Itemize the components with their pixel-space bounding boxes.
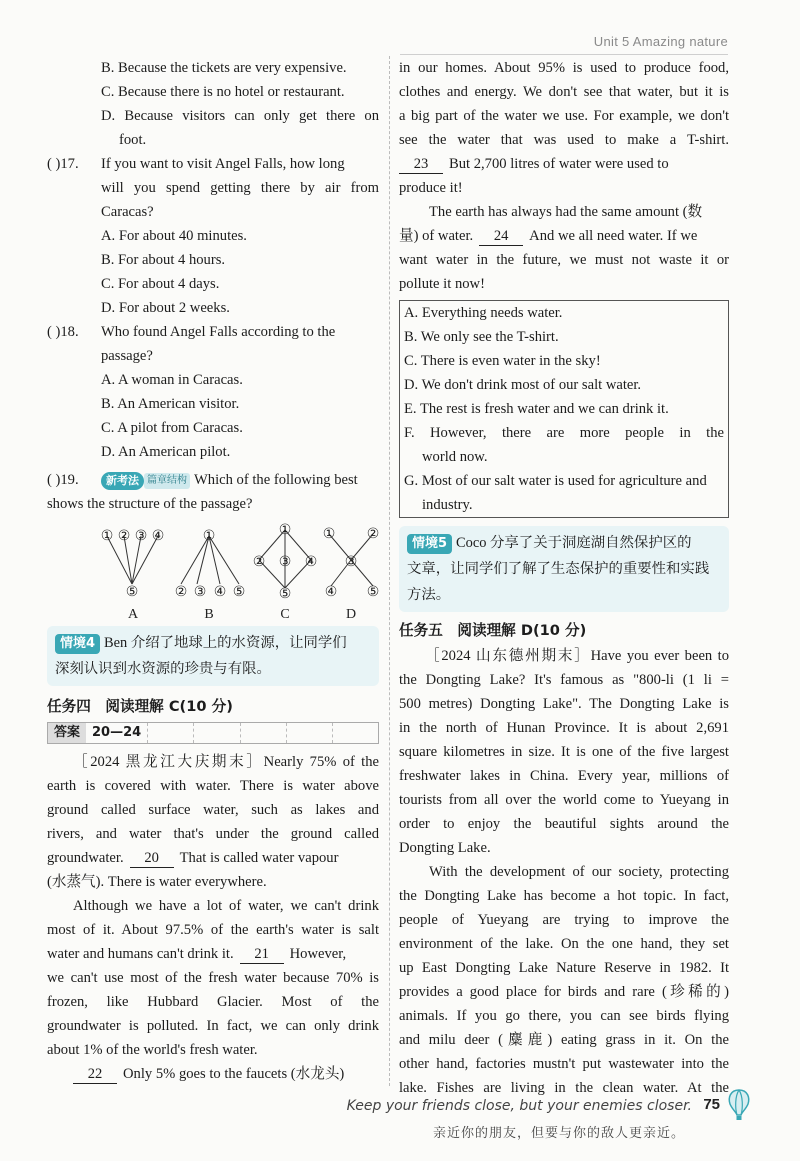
passage-c-r-line5 (399, 152, 729, 176)
option-c: C. There is even water in the sky! (404, 353, 601, 369)
scene-5-tag: 情境5 (407, 534, 452, 554)
q17-option-b: B. For about 4 hours. (101, 252, 226, 268)
q19-number[interactable]: ( )19. (47, 472, 79, 488)
q16-option-b: B. Because the tickets are very expensive. (101, 60, 347, 76)
left-column (47, 56, 379, 1086)
passage-c-line14 (47, 1062, 379, 1086)
scene-5-text1: Coco 分享了关于洞庭湖自然保护区的 (456, 535, 692, 551)
option-d: D. We don't drink most of our salt water. (404, 377, 642, 393)
option-g: G. Most of our salt water is used for agriculture and (404, 473, 707, 489)
scene-5-text2: 文章，让同学们了解了生态保护的重要性和实践 (407, 561, 710, 577)
scene-4-text1: Ben 介绍了地球上的水资源，让同学们 (104, 635, 347, 651)
blank-22[interactable]: 22 (73, 1065, 117, 1084)
passage-c-r-line1: in our homes. About 95% is used to produce food, (399, 60, 729, 76)
tree-a-n4: ④ (151, 528, 165, 544)
tree-label-d: D (345, 607, 357, 620)
passage-d-line15: provides a good place for birds and rare (珍稀的) (399, 984, 729, 1000)
q19-stem-line2: shows the structure of the passage? (47, 496, 253, 512)
passage-c-line7: Although we have a lot of water, we can't drink (73, 898, 379, 914)
passage-c-line4: rivers, and water that's under the ground called (47, 826, 379, 842)
blank-21[interactable]: 21 (240, 945, 284, 964)
q18-stem-line2: passage? (101, 348, 153, 364)
tree-b-n5: ⑤ (232, 584, 246, 600)
passage-d-line5: square kilometres in size. It is one of the five largest (399, 744, 729, 760)
q19-text1: Which of the following best (194, 472, 358, 488)
passage-c-before-24: 量) of water. (399, 228, 474, 244)
header-rule (400, 54, 728, 55)
passage-d-line9: Dongting Lake. (399, 840, 491, 856)
passage-c-r-line3: a big part of the water we use. For example, we don't (399, 108, 729, 124)
passage-c-after-22: Only 5% goes to the faucets (水龙头) (123, 1066, 345, 1082)
tree-a-n5: ⑤ (125, 584, 139, 600)
tree-c-n4: ④ (304, 554, 318, 570)
tree-d-n1: ① (322, 526, 336, 542)
tree-d-n4: ④ (324, 584, 338, 600)
tree-c-n3: ③ (278, 554, 292, 570)
passage-d-line1: ［2024 山东德州期末］Have you ever been to (425, 648, 729, 664)
passage-c-line3: ground called surface water, such as lakes and (47, 802, 379, 818)
tree-a-n1: ① (100, 528, 114, 544)
q18-text1: Who found Angel Falls according to the (101, 324, 336, 340)
footer-proverb-zh: 亲近你的朋友，但要与你的敌人更亲近。 (432, 1126, 685, 1141)
passage-c-r-line10: pollute it now! (399, 276, 485, 292)
task-4-title: 任务四 阅读理解 C(10 分) (47, 698, 233, 715)
structure-diagrams (47, 522, 379, 620)
answer-cell-21[interactable] (193, 723, 239, 743)
passage-c-after-23: But 2,700 litres of water were used to (449, 156, 669, 172)
task-5-title: 任务五 阅读理解 D(10 分) (399, 622, 587, 639)
passage-c-line8: most of it. About 97.5% of the earth's water is salt (47, 922, 379, 938)
passage-c-r-line9: want water in the future, we must not waste it or (399, 252, 729, 268)
unit-header: Unit 5 Amazing nature (593, 34, 728, 49)
passage-d-line3: 500 metres) Dongting Lake". The Dongting Lake is (399, 696, 729, 712)
tree-d-n3: ③ (344, 554, 358, 570)
footer (0, 1088, 800, 1161)
q18-stem-line1 (47, 320, 379, 344)
answer-range: 20—24 (92, 725, 142, 740)
q17-text1: If you want to visit Angel Falls, how long (101, 156, 345, 172)
blank-24[interactable]: 24 (479, 227, 523, 246)
tree-b-n3: ③ (193, 584, 207, 600)
passage-c-before-21: water and humans can't drink it. (47, 946, 234, 962)
passage-c-r-line7: The earth has always had the same amount (数 (429, 204, 703, 220)
passage-c-line6: (水蒸气). There is water everywhere. (47, 874, 267, 890)
passage-c-line13: about 1% of the world's fresh water. (47, 1042, 258, 1058)
passage-d-line16: animals. If you go there, you can see birds flying (399, 1008, 729, 1024)
tree-b-n1: ① (202, 528, 216, 544)
scene-4-text2: 深刻认识到水资源的珍贵与有限。 (55, 661, 271, 677)
tree-b-n4: ④ (213, 584, 227, 600)
passage-c-line5 (47, 846, 379, 870)
right-column (399, 56, 729, 1100)
q19-stem-line1 (47, 468, 379, 492)
q18-number[interactable]: ( )18. (47, 324, 79, 340)
scene-5-text3: 方法。 (407, 587, 451, 603)
passage-d-line2: the Dongting Lake? It's famous as "800-li (1 li = (399, 672, 729, 688)
scene-4-box (47, 626, 379, 686)
balloon-icon (726, 1088, 752, 1122)
q17-stem-line3: Caracas? (101, 204, 154, 220)
passage-c-r-line2: clothes and energy. We don't see that water, but it is (399, 84, 729, 100)
answer-cell-24[interactable] (332, 723, 378, 743)
passage-d-line14: up East Dongting Lake Nature Reserve in 1982. It (399, 960, 729, 976)
answer-label: 答案 (48, 723, 86, 743)
structure-badge: 篇章结构 (144, 473, 190, 489)
tree-d-n2: ② (366, 526, 379, 542)
passage-d-line8: order to enjoy the beautiful sights around the (399, 816, 729, 832)
option-a: A. Everything needs water. (404, 305, 563, 321)
passage-d-line4: in the north of Hunan Province. It is about 2,691 (399, 720, 729, 736)
passage-d-line17: and milu deer (麋鹿) eating grass in it. On the (399, 1032, 729, 1048)
q16-option-c: C. Because there is no hotel or restaurant. (101, 84, 345, 100)
new-method-badge: 新考法 (101, 472, 144, 490)
q18-option-a: A. A woman in Caracas. (101, 372, 243, 388)
answer-bar (47, 722, 379, 744)
passage-d-line12: people of Yueyang are trying to improve the (399, 912, 729, 928)
passage-d-line6: freshwater lakes in China. Every year, millions of (399, 768, 729, 784)
passage-c-before-20: groundwater. (47, 850, 124, 866)
answer-cell-22[interactable] (240, 723, 286, 743)
page-number: 75 (703, 1096, 720, 1113)
column-divider (389, 56, 390, 1086)
answer-cell-20[interactable] (147, 723, 193, 743)
tree-label-b: B (204, 607, 214, 620)
tree-label-a: A (127, 607, 139, 620)
scene-5-box (399, 526, 729, 612)
q16-option-d-cont: foot. (119, 132, 147, 148)
passage-d-line10: With the development of our society, protecting (429, 864, 729, 880)
tree-c-n2: ② (252, 554, 266, 570)
option-g-cont: industry. (422, 497, 473, 513)
structure-trees-svg (47, 522, 379, 620)
footer-proverb-en: Keep your friends close, but your enemies closer. (346, 1098, 692, 1114)
tree-c-n5: ⑤ (278, 586, 292, 602)
passage-c-r-line8 (399, 224, 729, 248)
blank-23[interactable]: 23 (399, 155, 443, 174)
passage-c-line1: ［2024 黑龙江大庆期末］Nearly 75% of the (73, 754, 379, 770)
q18-option-c: C. A pilot from Caracas. (101, 420, 243, 436)
tree-a-n2: ② (117, 528, 131, 544)
blank-20[interactable]: 20 (130, 849, 174, 868)
tree-b-n2: ② (174, 584, 188, 600)
scene-4-tag: 情境4 (55, 634, 100, 654)
option-b: B. We only see the T-shirt. (404, 329, 559, 345)
option-f: F. However, there are more people in the (404, 425, 724, 441)
passage-c-line2: earth is covered with water. There is water above (47, 778, 379, 794)
tree-a-n3: ③ (134, 528, 148, 544)
q17-option-c: C. For about 4 days. (101, 276, 220, 292)
option-e: E. The rest is fresh water and we can drink it. (404, 401, 669, 417)
answer-cell-23[interactable] (286, 723, 332, 743)
passage-d-line7: tourists from all over the world come to Yueyang in (399, 792, 729, 808)
q16-option-d: D. Because visitors can only get there on (101, 108, 379, 124)
q17-stem-line2: will you spend getting there by air from (101, 180, 379, 196)
passage-c-line9 (47, 942, 379, 966)
passage-c-after-20: That is called water vapour (179, 850, 339, 866)
tree-c-n1: ① (278, 522, 292, 538)
passage-c-r-line4: see the water that was used to make a T-shirt. (399, 132, 729, 148)
passage-c-line10: we can't use most of the fresh water because 70% is (47, 970, 379, 986)
passage-c-line11: frozen, like Hubbard Glacier. Most of the (47, 994, 379, 1010)
passage-d-line13: environment of the lake. On the one hand, they set (399, 936, 729, 952)
passage-c-r-line6: produce it! (399, 180, 463, 196)
passage-c-line12: groundwater is polluted. In fact, we can only drink (47, 1018, 379, 1034)
q17-option-d: D. For about 2 weeks. (101, 300, 230, 316)
q17-option-a: A. For about 40 minutes. (101, 228, 247, 244)
q17-number[interactable]: ( )17. (47, 156, 79, 172)
options-box (399, 300, 729, 518)
q18-option-d: D. An American pilot. (101, 444, 231, 460)
passage-c-after-24: And we all need water. If we (529, 228, 698, 244)
passage-d-line19: lake. Fishes are living in the clean water. At the (399, 1080, 729, 1096)
passage-d-line18: other hand, factories mustn't put wastewater into the (399, 1056, 729, 1072)
tree-d-n5: ⑤ (366, 584, 379, 600)
q17-stem-line1 (47, 152, 379, 176)
passage-c-after-21: However, (289, 946, 347, 962)
passage-d-line11: the Dongting Lake has become a hot topic. In fact, (399, 888, 729, 904)
q18-option-b: B. An American visitor. (101, 396, 240, 412)
option-f-cont: world now. (422, 449, 488, 465)
tree-label-c: C (280, 607, 290, 620)
